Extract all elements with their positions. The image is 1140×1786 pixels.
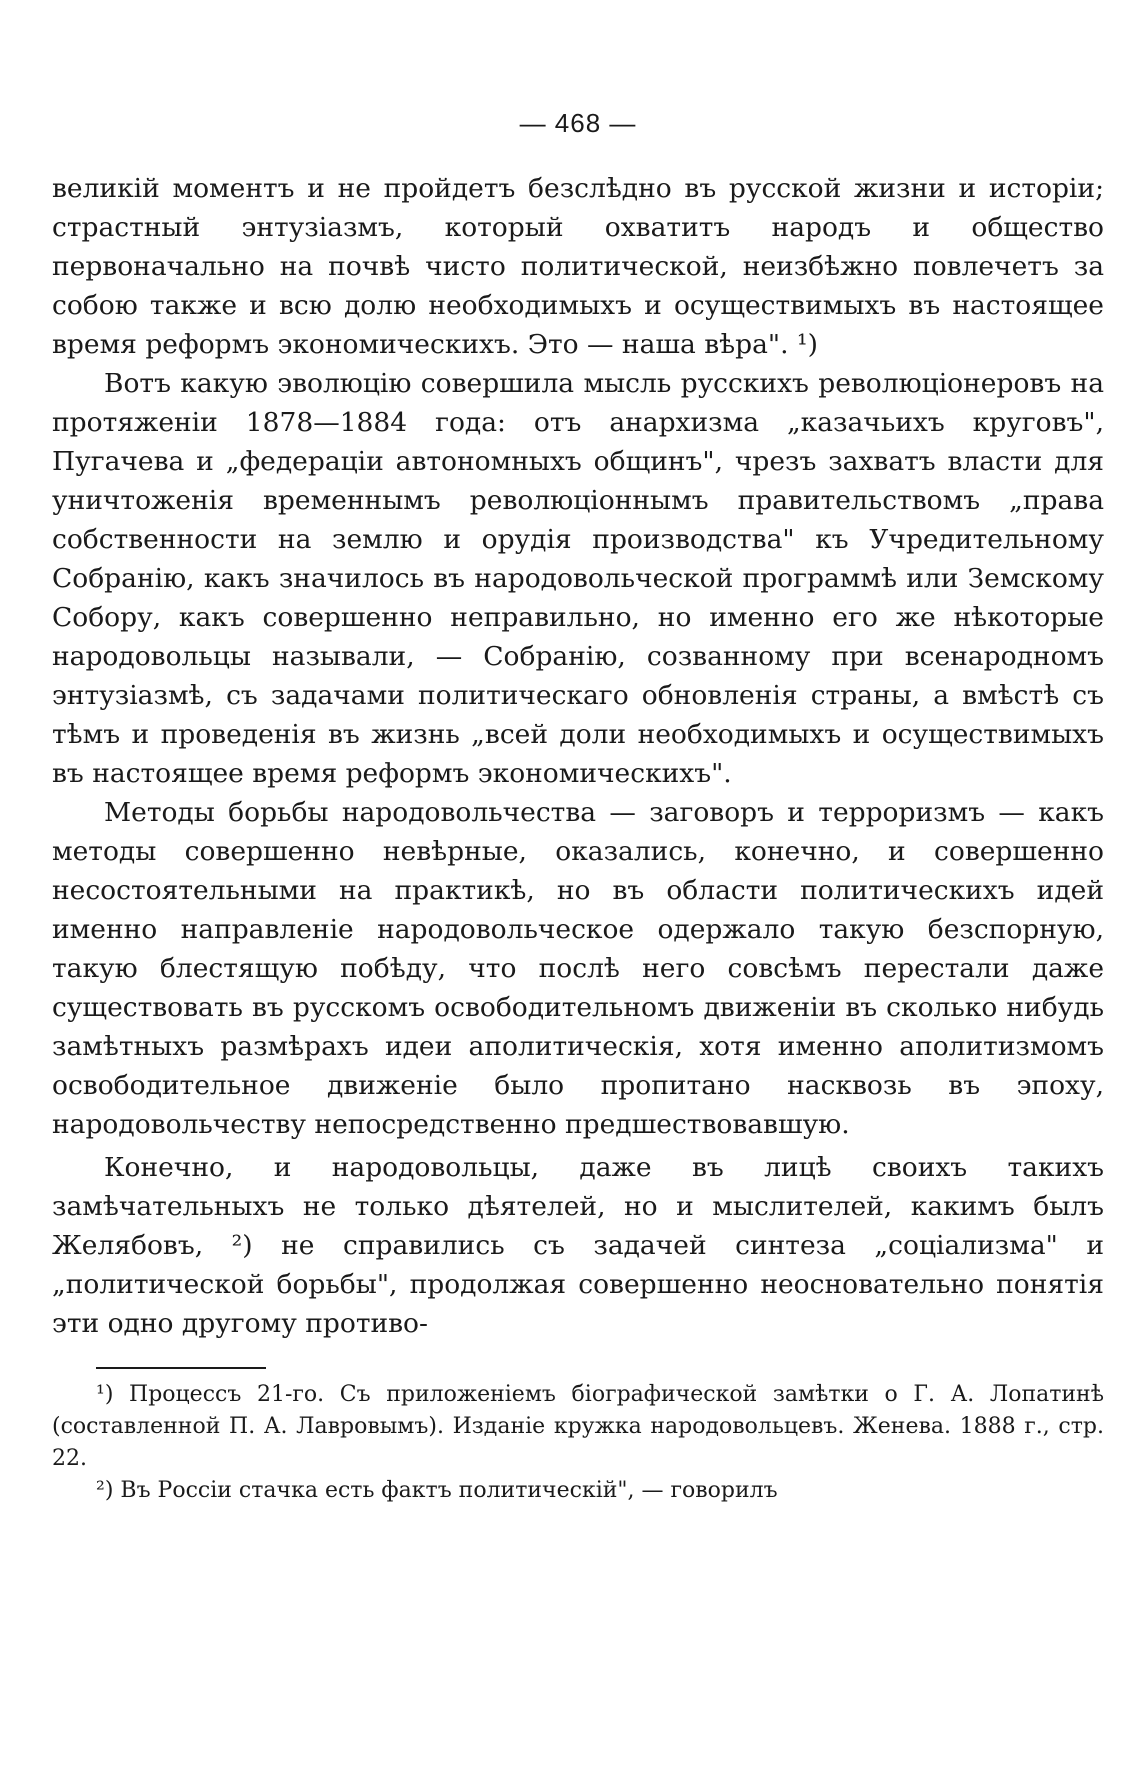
footnote: ¹) Процессъ 21-го. Съ приложеніемъ біографической замѣтки о Г. А. Лопатинѣ (составленной П. А. Лавровымъ). Изданіе кружка народовольцевъ. Женева. 1888 г., стр. 22.: [52, 1382, 1104, 1471]
footnote: ²) Въ Россіи стачка есть фактъ политическій", — говорилъ: [96, 1478, 778, 1503]
book-page: [52, 108, 1104, 1507]
main-text: [52, 169, 1104, 1343]
paragraph: Методы борьбы народовольчества — заговоръ и терроризмъ — какъ методы совершенно невѣрные, оказались, конечно, и совершенно несостоятельными на практикѣ, но въ области политическихъ идей именно направленіе народовольческое одержало такую безспорную, такую блестящую побѣду, что послѣ него совсѣмъ перестали даже существовать въ русскомъ освободительномъ движеніи въ сколько нибудь замѣтныхъ размѣрахъ идеи аполитическія, хотя именно аполитизмомъ освободительное движеніе было пропитано насквозь въ эпоху, народовольчеству непосредственно предшествовавшую.: [52, 797, 1104, 1140]
footnote-divider: [96, 1367, 266, 1369]
paragraph-continuation: великій моментъ и не пройдетъ безслѣдно въ русской жизни и исторіи; страстный энтузіазмъ, который охватитъ народъ и общество первоначально на почвѣ чисто политической, неизбѣжно повлечетъ за собою также и всю долю необходимыхъ и осуществимыхъ въ настоящее время реформъ экономическихъ. Это — наша вѣра". ¹): [52, 173, 1104, 360]
footnotes: [52, 1379, 1104, 1507]
paragraph: Конечно, и народовольцы, даже въ лицѣ своихъ такихъ замѣчательныхъ не только дѣятелей, но и мыслителей, какимъ былъ Желябовъ, ²) не справились съ задачей синтеза „соціализма" и „политической борьбы", продолжая совершенно неосновательно понятія эти одно другому противо-: [52, 1152, 1104, 1339]
paragraph: Вотъ какую эволюцію совершила мысль русскихъ революціонеровъ на протяженіи 1878—1884 года: отъ анархизма „казачьихъ круговъ", Пугачева и „федераціи автономныхъ общинъ", чрезъ захватъ власти для уничтоженія временнымъ революціоннымъ правительствомъ „права собственности на землю и орудія производства" къ Учредительному Собранію, какъ значилось въ народовольческой программѣ или Земскому Собору, какъ совершенно неправильно, но именно его же нѣкоторые народовольцы называли, — Собранію, созванному при всенародномъ энтузіазмѣ, съ задачами политическаго обновленія страны, а вмѣстѣ съ тѣмъ и проведенія въ жизнь „всей доли необходимыхъ и осуществимыхъ въ настоящее время реформъ экономическихъ".: [52, 368, 1104, 789]
page-number: — 468 —: [519, 108, 637, 138]
